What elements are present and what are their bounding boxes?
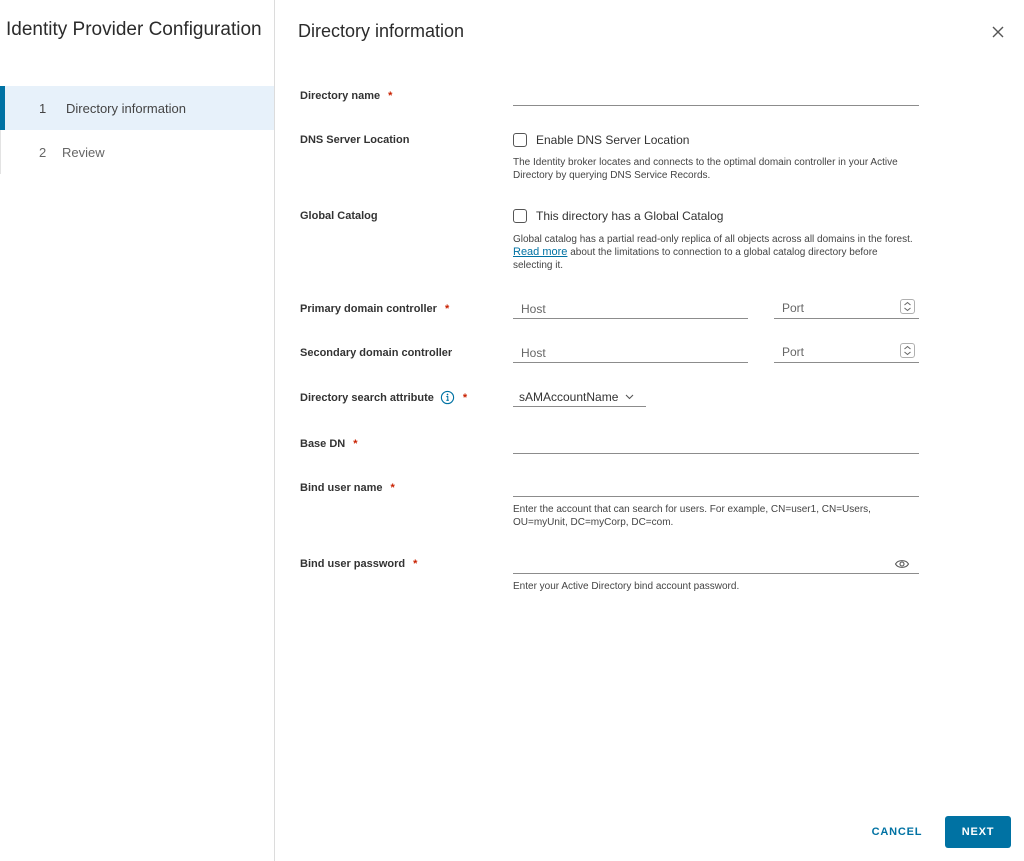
wizard-title: Identity Provider Configuration [6, 19, 262, 40]
global-catalog-label: Global Catalog [300, 210, 378, 222]
step-review[interactable] [0, 130, 274, 174]
wizard-sidebar [0, 0, 275, 861]
label-text: Directory search attribute [300, 391, 434, 404]
info-icon[interactable] [440, 390, 455, 405]
search-attribute-label [300, 390, 467, 405]
global-catalog-checkbox-label[interactable]: This directory has a Global Catalog [536, 209, 724, 223]
label-text: Bind user password [300, 558, 406, 570]
required-marker: * [353, 438, 358, 450]
primary-dc-port-input[interactable] [774, 298, 919, 319]
directory-name-input[interactable] [513, 86, 919, 106]
secondary-dc-label: Secondary domain controller [300, 347, 453, 359]
bind-user-password-label [300, 558, 417, 570]
bind-password-help-text: Enter your Active Directory bind account password. [513, 581, 740, 592]
required-marker: * [413, 558, 418, 570]
page-title: Directory information [298, 21, 465, 41]
close-button[interactable] [988, 22, 1008, 42]
label-text: Directory name [300, 90, 381, 102]
cancel-button[interactable]: CANCEL [858, 817, 936, 847]
help-text-part: Global catalog has a partial read-only replica of all objects across all domains in the forest. [513, 234, 913, 245]
secondary-dc-host-input[interactable] [513, 343, 748, 363]
chevron-down-icon [625, 394, 634, 400]
step-number: 1 [39, 100, 47, 116]
dns-checkbox-row[interactable] [513, 133, 689, 147]
step-label: Directory information [66, 100, 186, 116]
global-catalog-checkbox-row[interactable] [513, 209, 723, 223]
port-placeholder: Port [782, 301, 805, 315]
step-number: 2 [39, 144, 47, 160]
port-stepper[interactable] [900, 343, 915, 358]
dns-help-text: The Identity broker locates and connects to the optimal domain controller in your Active Directory by querying DNS Service Records. [513, 157, 898, 181]
label-text: Bind user name [300, 482, 383, 494]
global-catalog-help-text [513, 233, 913, 272]
port-placeholder: Port [782, 345, 805, 359]
primary-dc-host-input[interactable] [513, 299, 748, 319]
bind-user-name-label [300, 482, 395, 494]
directory-name-label [300, 90, 392, 102]
secondary-dc-port-input[interactable] [774, 342, 919, 363]
step-label: Review [62, 144, 105, 160]
next-button[interactable]: NEXT [945, 816, 1011, 848]
required-marker: * [390, 482, 395, 494]
search-attribute-select[interactable] [513, 388, 646, 407]
step-directory-information[interactable] [0, 86, 274, 130]
stepper-icon [903, 301, 912, 312]
bind-user-help-text: Enter the account that can search for users. For example, CN=user1, CN=Users, OU=myUnit, DC=myCorp, DC=com. [513, 504, 871, 528]
base-dn-label [300, 438, 358, 450]
dns-checkbox[interactable] [513, 133, 527, 147]
eye-icon[interactable] [894, 557, 910, 571]
close-icon [988, 22, 1008, 42]
required-marker: * [462, 391, 468, 404]
bind-user-name-input[interactable] [513, 477, 919, 497]
primary-dc-label [300, 303, 449, 315]
required-marker: * [444, 303, 450, 315]
label-text: Base DN [300, 438, 346, 450]
required-marker: * [388, 90, 393, 102]
global-catalog-checkbox[interactable] [513, 209, 527, 223]
dns-checkbox-label[interactable]: Enable DNS Server Location [536, 133, 690, 147]
label-text: Primary domain controller [300, 303, 437, 315]
base-dn-input[interactable] [513, 434, 919, 454]
select-value: sAMAccountName [519, 390, 619, 404]
port-stepper[interactable] [900, 299, 915, 314]
help-text-part: about the limitations to connection to a global catalog directory before selecting it. [513, 247, 878, 271]
dns-server-location-label: DNS Server Location [300, 134, 410, 146]
stepper-icon [903, 345, 912, 356]
read-more-link[interactable]: Read more [513, 246, 568, 258]
bind-user-password-input[interactable] [513, 554, 919, 574]
